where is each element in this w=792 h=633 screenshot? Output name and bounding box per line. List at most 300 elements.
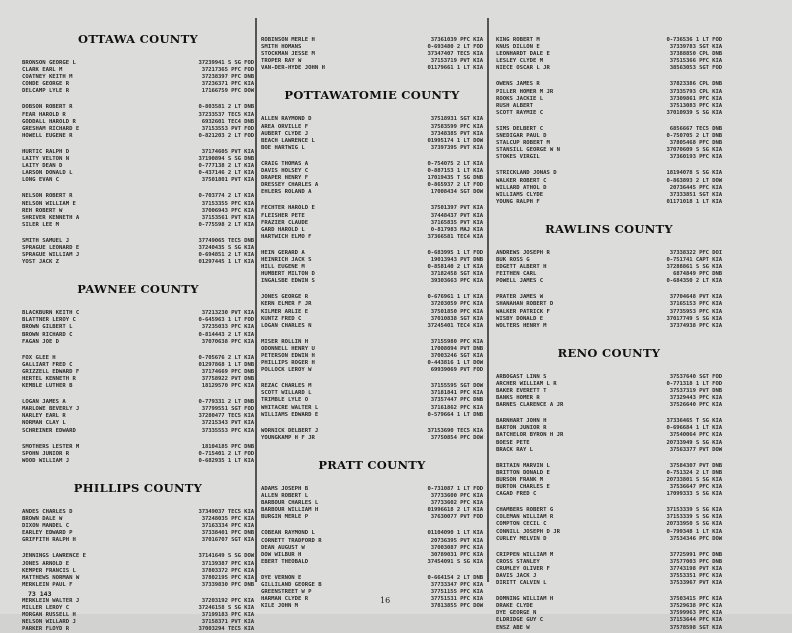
entry-name: BANKS HOMER R [496,395,540,402]
roster-entry [261,309,483,316]
county-heading: RAWLINS COUNTY [545,221,673,236]
entry-name: LAITY DEAN D [22,163,63,170]
roster-entry [496,65,722,72]
entry-serial-rank-status: 37536647 PFC KIA [669,484,722,491]
entry-name: BURTON CHARLES E [496,484,550,491]
roster-entry [496,316,722,323]
entry-serial-rank-status: 37333851 SGT KIA [669,191,722,198]
roster-entry [496,388,722,395]
entry-serial-rank-status: 0-863893 2 LT DOW [666,177,722,184]
entry-name: DOBSON ROBERT R [22,104,73,111]
entry-serial-rank-status: 37003087 PFC KIA [430,544,483,551]
entry-name: BROWN DALE W [22,516,63,523]
roster-entry [22,170,254,177]
roster-entry [496,381,722,388]
roster-group [22,355,254,390]
entry-serial-rank-status: 37006943 PFC KIA [201,207,254,214]
entry-name: BRITAIN MARVIN L [496,462,550,469]
roster-entry [496,89,722,96]
roster-group [496,463,722,498]
entry-serial-rank-status: 37213230 PVT KIA [201,310,254,317]
entry-serial-rank-status: 37577003 PFC DNB [669,558,722,565]
entry-name: BARTON JUNIOR R [496,425,547,432]
entry-name: BEACH LAWRENCE L [261,137,315,144]
roster-entry [496,126,722,133]
entry-name: LARSON DONALD L [22,170,73,177]
entry-name: HEIN GERARD A [261,249,305,256]
entry-serial-rank-status: 37338322 PFC DOI [669,249,722,256]
roster-entry [496,37,722,44]
entry-name: NARLEY EARL R [22,413,66,420]
entry-name: ELDRIDGE GUY C [496,617,544,624]
entry-name: GREENSTREET W P [261,589,312,596]
entry-name: BRITTON DONALD E [496,469,550,476]
entry-name: CONDE GEORGE R [22,81,70,88]
entry-name: CHAMBERS ROBERT G [496,507,554,514]
roster-entry [496,491,722,498]
entry-name: ROBINSON MERLE H [261,37,315,43]
entry-serial-rank-status: 37537319 PVT DNB [669,388,722,394]
roster-entry [22,339,254,346]
column-2 [261,28,483,610]
entry-serial-rank-status: 0-821203 2 LT FOD [198,132,254,139]
entry-serial-rank-status: 20733949 S SG KIA [666,439,722,446]
entry-serial-rank-status: 0-754075 2 LT KIA [427,160,483,167]
roster-entry [22,60,254,67]
roster-group [496,507,722,542]
roster-entry [261,58,483,65]
entry-serial-rank-status: 37309861 PFC KIA [669,95,722,102]
roster-group [496,126,722,161]
entry-name: NIECE OSCAR L JR [496,65,550,72]
entry-name: CONNILL JOSEPH D JR [496,528,560,535]
entry-serial-rank-status: 37357447 PFC DNB [430,397,483,404]
entry-serial-rank-status: 37448437 PVT KIA [430,212,483,219]
roster-entry [261,428,483,435]
entry-name: BLACKBURN KEITH C [22,310,80,317]
roster-entry [22,119,254,126]
roster-entry [22,451,254,458]
roster-group [22,310,254,345]
entry-serial-rank-status: 37374938 PFC KIA [669,322,722,329]
entry-serial-rank-status: 37236371 PFC KIA [201,81,254,88]
entry-serial-rank-status: 37003246 SGT KIA [430,353,483,359]
entry-serial-rank-status: 37339830 PFC DNB [201,581,254,588]
entry-name: FOX GLEE H [22,354,56,361]
roster-entry [22,163,254,170]
roster-group [496,37,722,72]
entry-serial-rank-status: 0-887153 1 LT KIA [427,168,483,175]
entry-name: DEAN AUGUST W [261,544,305,551]
roster-group [496,374,722,409]
entry-serial-rank-status: 20733950 S SG KIA [666,521,722,528]
entry-serial-rank-status: 37070638 PFC KIA [201,338,254,345]
roster-group [261,294,483,329]
entry-name: BARBOUR CHARLES L [261,500,319,507]
entry-serial-rank-status: 0-664154 2 LT DNB [427,574,483,581]
entry-serial-rank-status: 0-731087 1 LT FOD [427,485,483,492]
entry-serial-rank-status: 37454091 S SG KIA [427,558,483,565]
entry-serial-rank-status: 37199183 PFC KIA [201,612,254,619]
entry-serial-rank-status: 37360193 PFC KIA [669,154,722,161]
entry-serial-rank-status: 37215343 PVT KIA [201,420,254,427]
entry-serial-rank-status: 0-799348 1 LT KIA [666,528,722,535]
entry-serial-rank-status: 0-751741 CAPT KIA [666,256,722,263]
entry-name: WALKER PATRICK F [496,308,550,315]
roster-entry [261,383,483,390]
entry-serial-rank-status: 37799551 SGT FOD [201,406,254,413]
entry-serial-rank-status: 37347407 TEC5 KIA [427,51,483,58]
entry-serial-rank-status: 37533967 PVT KIA [669,580,722,587]
entry-name: SNEDIGAR PAUL D [496,133,547,140]
roster-entry [496,507,722,514]
entry-name: SPOHN JUNIOR R [22,450,70,457]
entry-name: LONG EVAN C [22,177,60,184]
roster-entry [22,317,254,324]
entry-name: TRIMBLE LYLE O [261,397,309,404]
entry-name: SMITH HOMANS [261,44,302,51]
roster-entry [261,323,483,330]
entry-serial-rank-status: 0-682935 1 LT KIA [198,457,254,464]
entry-name: BRACK RAY L [496,446,534,453]
roster-group [22,149,254,184]
roster-entry [496,552,722,559]
entry-serial-rank-status: 37578598 SGT KIA [669,624,722,631]
roster-entry [22,530,254,537]
roster-entry [261,44,483,51]
entry-name: BRONSON GEORGE L [22,60,76,66]
roster-entry [22,112,254,119]
entry-serial-rank-status: 17008434 SGT DOW [430,189,483,196]
entry-serial-rank-status: 37161862 PFC KIA [430,404,483,411]
roster-group [261,383,483,418]
entry-serial-rank-status: 0-814443 2 LT KIA [198,331,254,338]
entry-name: SPRAGUE WILLIAM J [22,252,80,259]
entry-name: DYE VERNON E [261,574,302,581]
entry-name: JENNINGS LAWRENCE E [22,553,86,560]
roster-entry [22,598,254,605]
roster-entry [22,133,254,140]
entry-serial-rank-status: 0-683995 1 LT FOD [427,249,483,256]
entry-name: CLARK EARL M [22,67,63,74]
entry-name: COATNEY KEITH M [22,74,73,81]
entry-serial-rank-status: 37336465 T SG KIA [666,418,722,425]
roster-entry [22,428,254,435]
entry-serial-rank-status: 6874849 PFC DNB [672,271,722,278]
roster-entry [496,323,722,330]
roster-entry [22,413,254,420]
roster-entry [496,178,722,185]
entry-serial-rank-status: 37758922 PVT DNB [201,376,254,382]
roster-entry [22,238,254,245]
roster-entry [261,316,483,323]
entry-serial-rank-status: 37248035 PFC KIA [201,516,254,523]
entry-serial-rank-status: 37540064 PFC KIA [669,432,722,439]
roster-entry [496,529,722,536]
entry-name: KUNTZ FRED C [261,315,302,322]
entry-serial-rank-status: 37803372 PFC KIA [201,567,254,574]
entry-serial-rank-status: 37203192 PFC KIA [201,597,254,604]
entry-serial-rank-status: 37280477 TEC5 KIA [198,413,254,420]
entry-serial-rank-status: 37366581 TEC4 KIA [427,233,483,240]
roster-entry [22,245,254,252]
entry-serial-rank-status: 37010939 S SG KIA [666,109,722,116]
roster-entry [22,626,254,633]
roster-entry [22,458,254,465]
entry-name: SMITH SAMUEL J [22,237,70,244]
roster-entry [22,362,254,369]
roster-group [496,170,722,205]
entry-name: BLATTNER LEROY C [22,317,76,324]
entry-serial-rank-status: 0-705676 2 LT KIA [198,354,254,361]
roster-entry [261,116,483,123]
roster-entry [496,514,722,521]
entry-serial-rank-status: 37802195 PFC KIA [201,574,254,581]
entry-serial-rank-status: 37070609 S SG KIA [666,147,722,154]
entry-serial-rank-status: 37217365 PFC FOD [201,67,254,74]
roster-entry [496,425,722,432]
roster-entry [22,516,254,523]
entry-name: FRAZIER CLAUDE [261,219,309,226]
entry-name: INGALSBE EDWIN S [261,278,315,285]
roster-entry [261,278,483,285]
roster-entry [261,250,483,257]
roster-entry [261,131,483,138]
entry-name: GODDALL HAROLD R [22,118,76,125]
entry-name: KERN ELMER F JR [261,301,312,308]
roster-entry [22,332,254,339]
roster-group [261,339,483,374]
roster-entry [496,96,722,103]
column-3 [496,28,722,631]
entry-name: MARLOWE BEVERLY J [22,406,80,413]
entry-serial-rank-status: 37743198 PVT KIA [669,565,722,572]
roster-entry [496,596,722,603]
roster-entry [496,294,722,301]
entry-name: STRICKLAND JONAS D [496,170,557,177]
entry-name: DIRITT CALVIN L [496,580,547,587]
roster-entry [496,271,722,278]
roster-entry [22,324,254,331]
roster-entry [496,418,722,425]
entry-serial-rank-status: 0-676961 1 LT KIA [427,294,483,301]
roster-entry [496,309,722,316]
entry-serial-rank-status: 37235033 PFC KIA [201,324,254,331]
entry-name: SCOTT RAYMIE C [496,109,544,116]
entry-name: ODONNELL HENRY U [261,345,315,352]
roster-group [22,553,254,588]
entry-name: JONES GEORGE R [261,294,309,301]
roster-entry [22,126,254,133]
entry-name: TROPER RAY W [261,58,302,65]
roster-entry [261,264,483,271]
entry-serial-rank-status: 37153644 PFC KIA [669,617,722,624]
entry-serial-rank-status: 0-443816 1 LT DOW [427,360,483,367]
entry-name: HURTIC RALPH D [22,148,70,155]
roster-entry [261,559,483,566]
entry-serial-rank-status: 37397395 PVT KIA [430,144,483,151]
entry-name: MATTHEWS NORMAN W [22,574,80,581]
roster-entry [496,278,722,285]
entry-serial-rank-status: 0-775598 2 LT KIA [198,221,254,228]
roster-group [496,81,722,116]
roster-entry [261,227,483,234]
roster-entry [261,603,483,610]
entry-name: CRAIG THOMAS A [261,160,309,167]
entry-name: PARKER FLOYD R [22,626,70,633]
entry-serial-rank-status: 37733602 PFC KIA [430,500,483,507]
entry-name: CRIPPEN WILLIAM M [496,551,554,558]
entry-name: HOWELL EUGENE R [22,132,73,139]
entry-name: BROWN RICHARD C [22,331,73,338]
entry-name: SILER LEE M [22,221,60,228]
entry-serial-rank-status: 18194078 S SG KIA [666,170,722,177]
roster-entry [496,536,722,543]
roster-entry [22,553,254,560]
entry-name: BROWN GILBERT L [22,324,73,331]
entry-name: ALLEN RAYMOND D [261,116,312,123]
entry-name: RUSH ALBERT [496,102,534,109]
entry-serial-rank-status: 0-777138 2 LT KIA [198,163,254,170]
roster-entry [22,215,254,222]
roster-entry [261,161,483,168]
roster-entry [496,463,722,470]
roster-entry [22,67,254,74]
entry-name: BUK ROSS G [496,256,530,263]
entry-name: AUBERT CLYDE J [261,130,309,137]
roster-group [496,552,722,587]
entry-serial-rank-status: 37338401 PFC DNB [201,530,254,537]
entry-name: CROSS STANLEY [496,558,540,565]
entry-name: WORNICK DELBERT J [261,427,319,434]
roster-entry [261,582,483,589]
entry-name: DRESSEY CHARLES A [261,182,319,189]
entry-serial-rank-status: 37733347 PFC KIA [430,581,483,588]
roster-entry [496,250,722,257]
roster-entry [22,252,254,259]
roster-entry [22,355,254,362]
entry-name: YOST JACK Z [22,259,60,266]
roster-entry [261,301,483,308]
entry-serial-rank-status: 37203059 PFC KIA [430,301,483,308]
entry-serial-rank-status: 37141649 S SG DOW [198,553,254,560]
roster-entry [496,440,722,447]
entry-name: SMOTHERS LESTER M [22,443,80,450]
entry-serial-rank-status: 37245401 TEC4 KIA [427,322,483,329]
roster-group [22,104,254,139]
roster-entry [261,138,483,145]
roster-entry [22,259,254,266]
entry-name: ADAMS JOSEPH B [261,485,309,492]
roster-entry [261,412,483,419]
entry-name: LEONHARDT DALE E [496,51,550,58]
roster-group [22,399,254,434]
entry-serial-rank-status: 37349037 TEC5 KIA [198,508,254,515]
entry-name: COBEAN RAYMOND L [261,530,315,537]
entry-serial-rank-status: 0-715401 2 LT FOD [198,450,254,457]
roster-entry [496,147,722,154]
roster-group [261,530,483,565]
entry-serial-rank-status: 17019435 T SG DNB [427,175,483,182]
roster-entry [22,561,254,568]
entry-serial-rank-status: 0-684350 2 LT KIA [666,278,722,285]
entry-serial-rank-status: 0-771318 1 LT FOD [666,380,722,387]
entry-serial-rank-status: 0-437146 2 LT KIA [198,170,254,177]
roster-entry [496,402,722,409]
entry-name: HERTEL KENNETH R [22,376,76,382]
entry-serial-rank-status: 0-736536 1 LT FOD [666,37,722,43]
entry-name: WISBY DONALD E [496,315,544,322]
entry-serial-rank-status: 6932601 TEC4 DNB [201,118,254,125]
entry-serial-rank-status: 38563053 SGT FOD [669,65,722,72]
entry-name: KNUS DILLON E [496,44,540,51]
roster-entry [22,523,254,530]
entry-serial-rank-status: 37553351 PFC KIA [669,572,722,579]
entry-serial-rank-status: 37339783 SGT KIA [669,44,722,51]
entry-serial-rank-status: 37153719 PVT KIA [430,58,483,65]
roster-group [261,575,483,610]
entry-name: ARCHER WILLIAM L R [496,380,557,387]
entry-name: STALCUP ROBERT M [496,140,550,147]
entry-serial-rank-status: 37016707 SGT KIA [201,537,254,544]
entry-name: REZAC CHARLES M [261,383,312,390]
entry-name: COMPTON CECIL C [496,521,547,528]
entry-serial-rank-status: 37583599 PFC KIA [430,123,483,130]
roster-group [261,37,483,72]
entry-serial-rank-status: 17099333 S SG KIA [666,491,722,498]
roster-entry [496,566,722,573]
entry-name: SHANAHAN ROBERT D [496,301,554,308]
entry-serial-rank-status: 0-865937 2 LT FOD [427,182,483,189]
entry-serial-rank-status: 6856667 TEC5 DNB [669,125,722,132]
entry-serial-rank-status: 37515366 PFC KIA [669,58,722,65]
entry-name: FAGAN JOE D [22,338,60,345]
roster-entry [22,605,254,612]
entry-name: WOLTERS HENRY M [496,322,547,329]
entry-name: YOUNG RALPH F [496,198,540,205]
entry-serial-rank-status: 0-645963 1 LT FOD [198,317,254,324]
entry-serial-rank-status: 37501397 PVT KIA [430,205,483,212]
entry-name: GARD HAROLD L [261,226,305,233]
entry-serial-rank-status: 39303663 PFC KIA [430,278,483,285]
roster-entry [496,521,722,528]
roster-group [261,428,483,442]
entry-serial-rank-status: 0-696684 1 LT KIA [666,425,722,432]
entry-serial-rank-status: 37153690 TEC5 KIA [427,427,483,434]
entry-serial-rank-status: 37003294 TEC5 KIA [198,626,254,633]
entry-name: PHILLIPS ROGER H [261,360,315,367]
entry-serial-rank-status: 37501850 PFC KIA [430,308,483,315]
entry-name: KEMPER FRANCIS L [22,567,76,574]
roster-entry [22,444,254,451]
entry-serial-rank-status: 37813855 PFC DOW [430,603,483,610]
entry-serial-rank-status: 37503415 PFC KIA [669,596,722,603]
roster-entry [22,177,254,184]
entry-name: FLEISHER PETE [261,212,305,219]
entry-name: MISER ROLLIN H [261,338,309,345]
entry-name: MERKLEIN WALTER J [22,597,80,604]
entry-serial-rank-status: 18129570 PFC KIA [201,383,254,390]
roster-entry [496,140,722,147]
roster-entry [496,395,722,402]
roster-group [496,596,722,631]
entry-name: FEITHEN CARL [496,271,537,278]
roster-entry [496,580,722,587]
entry-name: STOCKMAN JESSE M [261,51,315,58]
roster-entry [22,568,254,575]
entry-name: REH ROBERT W [22,207,63,214]
roster-group [261,161,483,196]
